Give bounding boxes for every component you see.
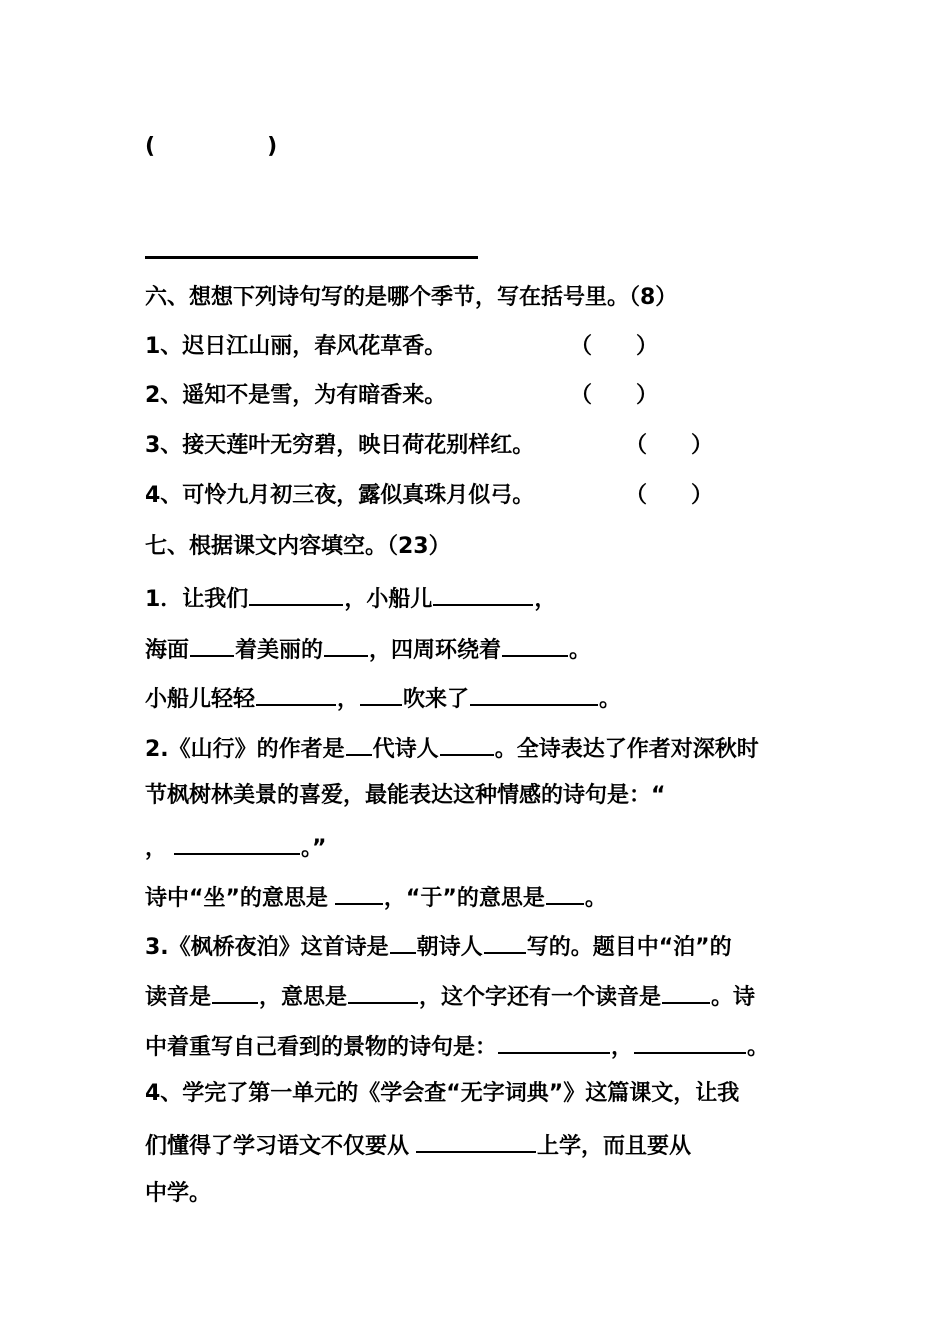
s6-item-2 [145, 381, 659, 411]
bracket-open: ( [145, 134, 156, 159]
q3-text: ， [611, 1035, 634, 1060]
q3-text: ，这个字还有一个读音是 [419, 985, 662, 1010]
q2-line-4 [145, 881, 607, 911]
q3-text: 读音是 [145, 985, 212, 1010]
q1-blank-2[interactable] [433, 582, 533, 606]
q3-text: 朝诗人 [416, 935, 483, 960]
q3-blank-4[interactable] [348, 980, 418, 1004]
q3-text: 写的。题目中“泊”的 [526, 935, 732, 960]
s6-item-4 [145, 481, 714, 511]
q2-line-2: 节枫树林美景的喜爱，最能表达这种情感的诗句是：“ [145, 783, 666, 808]
q3-text: 中着重写自己看到的景物的诗句是： [145, 1035, 498, 1060]
bracket-close: ) [267, 134, 278, 159]
s6-item-2-answer[interactable]: （ ） [570, 383, 659, 408]
answer-bracket [145, 132, 277, 162]
q2-text: 2.《山行》的作者是 [145, 737, 345, 762]
s6-item-1 [145, 332, 659, 362]
s6-item-3-answer[interactable]: （ ） [625, 433, 714, 458]
q4-line-1: 4、学完了第一单元的《学会查“无字词典”》这篇课文，让我 [145, 1081, 740, 1106]
q2-line-3 [145, 831, 326, 861]
section-7-heading: 七、根据课文内容填空。（23） [145, 534, 451, 559]
q4-line-2 [145, 1129, 691, 1159]
q2-text: 。” [301, 836, 327, 861]
q2-blank-1[interactable] [346, 732, 372, 756]
q1-text: 1．让我们 [145, 587, 249, 612]
q4-line-3: 中学。 [145, 1181, 212, 1206]
section-6-heading: 六、想想下列诗句写的是哪个季节，写在括号里。（8） [145, 285, 678, 310]
q1-text: 小船儿轻轻 [145, 687, 256, 712]
q3-blank-2[interactable] [484, 930, 526, 954]
s6-item-4-text: 4、可怜九月初三夜，露似真珠月似弓。 [145, 483, 535, 508]
q4-blank-1[interactable] [416, 1129, 536, 1153]
q2-text: 代诗人 [372, 737, 439, 762]
q1-text: ， [337, 687, 360, 712]
q3-blank-5[interactable] [662, 980, 710, 1004]
q3-text: 。诗 [711, 985, 756, 1010]
q4-text: 上学，而且要从 [537, 1134, 692, 1159]
q1-line-3 [145, 682, 621, 712]
q2-blank-2[interactable] [440, 732, 494, 756]
q1-text: 。 [599, 687, 622, 712]
s6-item-3 [145, 431, 714, 461]
q3-line-1 [145, 930, 732, 960]
q1-blank-5[interactable] [502, 633, 568, 657]
q2-line-1 [145, 732, 759, 762]
answer-line [145, 256, 478, 259]
q1-text: 吹来了 [403, 687, 470, 712]
q3-blank-7[interactable] [634, 1030, 746, 1054]
q3-text: 3.《枫桥夜泊》这首诗是 [145, 935, 389, 960]
q1-blank-3[interactable] [190, 633, 234, 657]
q3-blank-3[interactable] [212, 980, 258, 1004]
q3-text: ，意思是 [259, 985, 348, 1010]
q1-text: 着美丽的 [235, 638, 324, 663]
s6-item-4-answer[interactable]: （ ） [625, 483, 714, 508]
q1-text: ，四周环绕着 [369, 638, 502, 663]
q1-blank-4[interactable] [324, 633, 368, 657]
q3-line-2 [145, 980, 755, 1010]
q1-line-2 [145, 633, 591, 663]
s6-item-3-text: 3、接天莲叶无穷碧，映日荷花别样红。 [145, 433, 535, 458]
q2-blank-3[interactable] [174, 831, 300, 855]
q2-blank-5[interactable] [546, 881, 584, 905]
q2-text: ，“于”的意思是 [383, 886, 545, 911]
s6-item-2-text: 2、遥知不是雪，为有暗香来。 [145, 383, 447, 408]
q1-text: 。 [569, 638, 592, 663]
q2-text: 诗中“坐”的意思是 [145, 886, 328, 911]
q1-blank-6[interactable] [256, 682, 336, 706]
q2-blank-4[interactable] [335, 881, 383, 905]
q1-text: ， [534, 587, 557, 612]
s6-item-1-answer[interactable]: （ ） [570, 334, 659, 359]
q3-blank-1[interactable] [390, 930, 416, 954]
q3-blank-6[interactable] [498, 1030, 610, 1054]
q3-text: 。 [747, 1035, 770, 1060]
q1-text: 海面 [145, 638, 190, 663]
q1-line-1 [145, 582, 556, 612]
q1-blank-1[interactable] [249, 582, 343, 606]
q2-text: ， [145, 836, 168, 861]
q1-blank-8[interactable] [470, 682, 598, 706]
q4-text: 们懂得了学习语文不仅要从 [145, 1134, 410, 1159]
q1-blank-7[interactable] [360, 682, 402, 706]
q1-text: ，小船儿 [344, 587, 433, 612]
q2-text: 。全诗表达了作者对深秋时 [494, 737, 759, 762]
q3-line-3 [145, 1030, 769, 1060]
q2-text: 。 [584, 886, 607, 911]
s6-item-1-text: 1、迟日江山丽，春风花草香。 [145, 334, 447, 359]
